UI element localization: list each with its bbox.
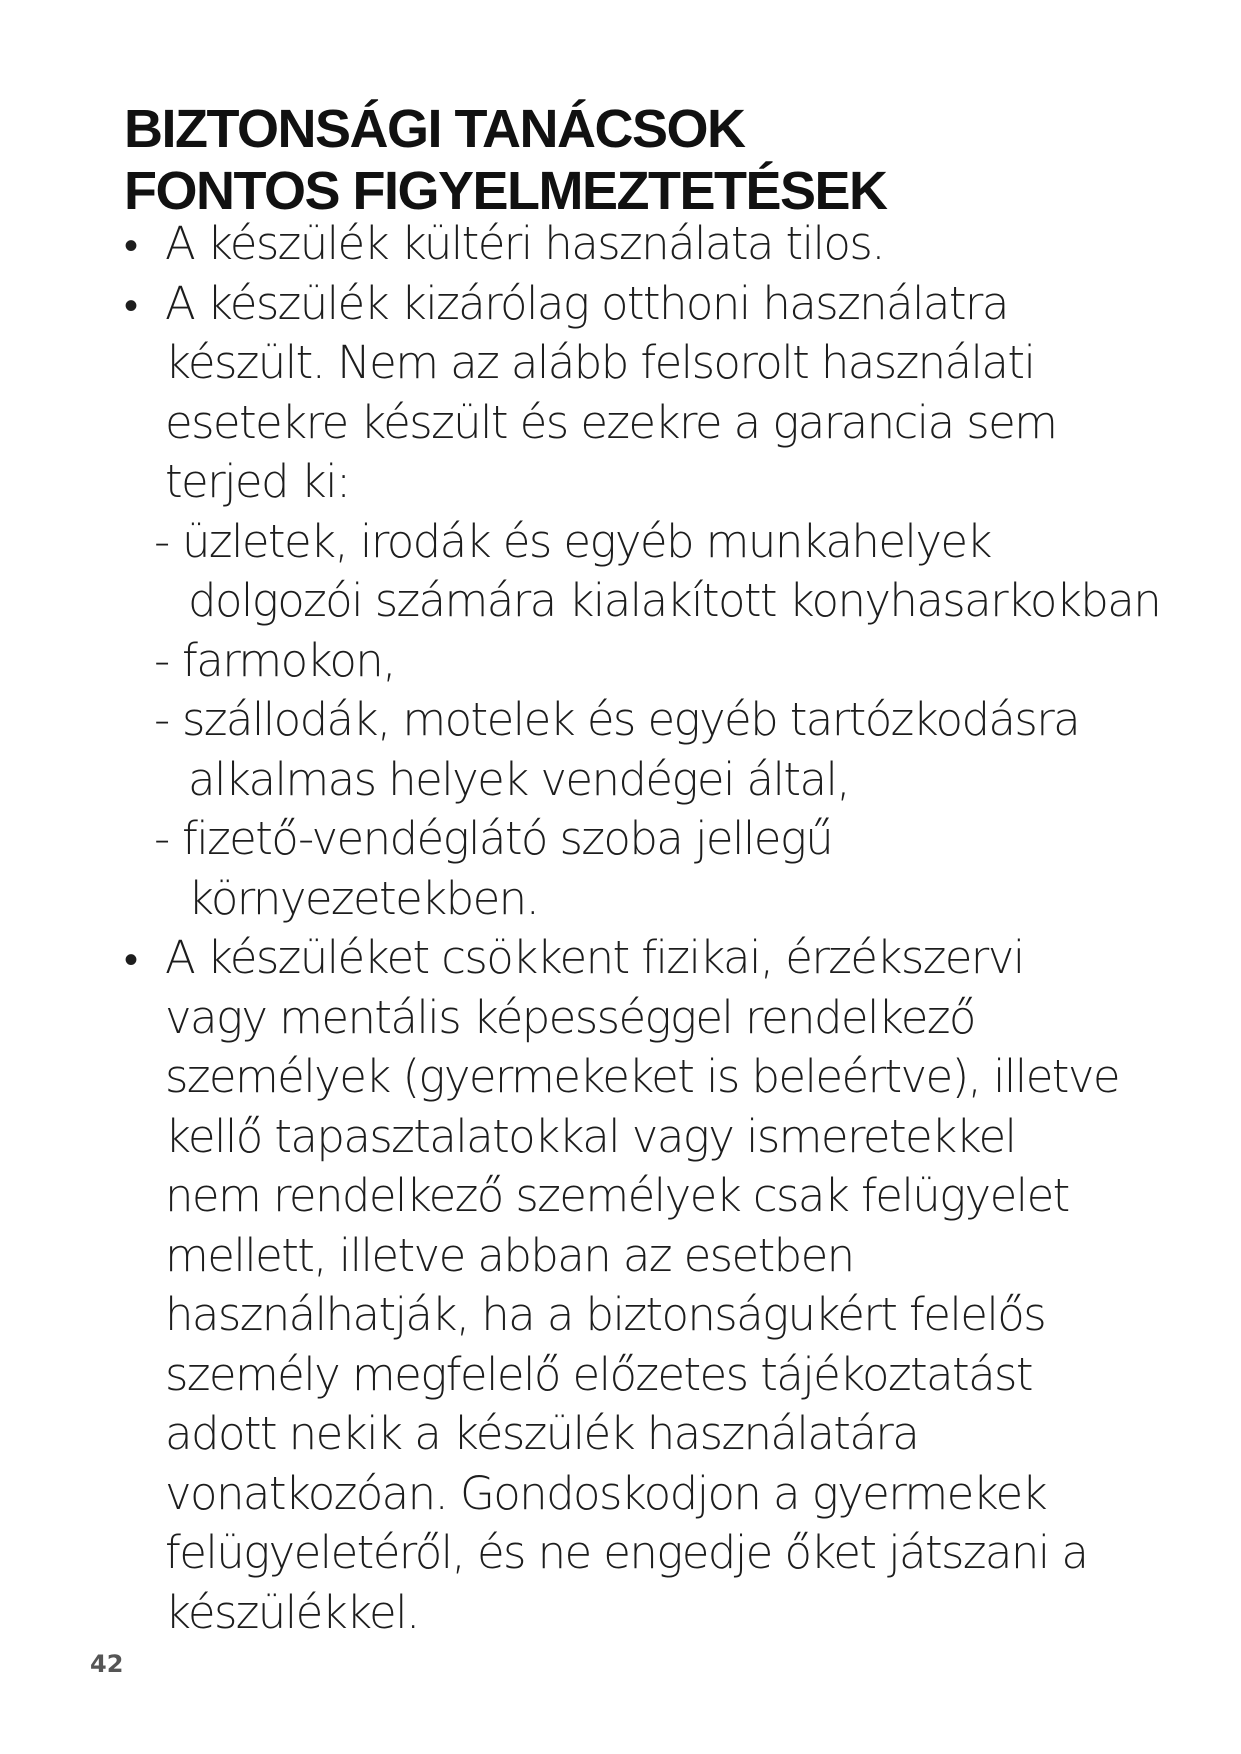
- bullet-text-line: nem rendelkező személyek csak felügyelet: [165, 1169, 1069, 1222]
- bullet-text-line: használhatják, ha a biztonságukért felelős: [165, 1288, 1046, 1341]
- bullet-text-line: személy megfelelő előzetes tájékoztatást: [165, 1347, 1032, 1401]
- bullet-text-line: készülékkel.: [165, 1585, 419, 1639]
- bullet-icon: •: [124, 937, 137, 983]
- page-number: 42: [90, 1650, 124, 1678]
- section-heading: [124, 98, 887, 222]
- dash-icon: -: [154, 693, 169, 746]
- sub-item-bed-and-breakfast: [124, 809, 1241, 928]
- bullet-text-line: adott nekik a készülék használatára: [165, 1407, 919, 1460]
- bullet-icon: •: [124, 223, 137, 269]
- bullet-item-outdoor-use: [124, 214, 1241, 274]
- sub-item-text-line: alkalmas helyek vendégei által,: [188, 752, 850, 806]
- bullet-text-line: készült. Nem az alább felsorolt használati: [165, 336, 1035, 389]
- heading-line-2: FONTOS FIGYELMEZTETÉSEK: [124, 161, 887, 221]
- sub-item-text-line: szállodák, motelek és egyéb tartózkodásra: [182, 693, 1080, 746]
- bullet-text-line: A készüléket csökkent fizikai, érzékszervi: [165, 931, 1024, 984]
- bullet-text-line: felügyeletéről, és ne engedje őket játszani a: [165, 1526, 1088, 1579]
- sub-item-text-line: dolgozói számára kialakított konyhasarkokban: [188, 574, 1161, 627]
- sub-item-text-line: üzletek, irodák és egyéb munkahelyek: [182, 514, 991, 568]
- bullet-text-line: A készülék kültéri használata tilos.: [165, 217, 884, 270]
- dash-icon: -: [154, 633, 169, 687]
- sub-item-hotels: [124, 690, 1241, 809]
- safety-text: [124, 214, 1241, 1642]
- sub-item-farms: [124, 631, 1241, 691]
- bullet-text-line: vagy mentális képességgel rendelkező: [165, 990, 975, 1044]
- bullet-text-line: esetekre készült és ezekre a garancia sem: [165, 395, 1057, 449]
- sub-item-text-line: környezetekben.: [188, 871, 539, 925]
- dash-icon: -: [154, 514, 169, 568]
- bullet-item-supervision: [124, 928, 1241, 1642]
- bullet-text-line: kellő tapasztalatokkal vagy ismeretekkel: [165, 1109, 1016, 1163]
- bullet-text-line: A készülék kizárólag otthoni használatra: [165, 276, 1008, 330]
- bullet-text-line: mellett, illetve abban az esetben: [165, 1228, 854, 1282]
- bullet-text-line: vonatkozóan. Gondoskodjon a gyermekek: [165, 1466, 1047, 1520]
- bullet-item-household-use: [124, 274, 1241, 929]
- sub-item-offices: [124, 512, 1241, 631]
- bullet-text-line: személyek (gyermekeket is beleértve), illetve: [165, 1050, 1119, 1103]
- heading-line-1: BIZTONSÁGI TANÁCSOK: [124, 99, 745, 159]
- bullet-text-line: terjed ki:: [165, 455, 350, 508]
- dash-icon: -: [154, 812, 169, 865]
- sub-item-text-line: farmokon,: [182, 633, 395, 687]
- bullet-icon: •: [124, 282, 137, 329]
- sub-item-text-line: fizető-vendéglátó szoba jellegű: [182, 812, 833, 865]
